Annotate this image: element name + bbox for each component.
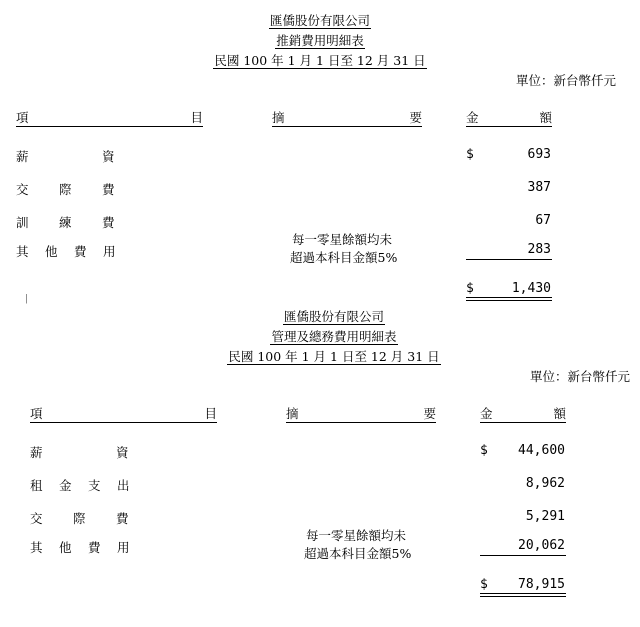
total-currency-symbol: $	[466, 281, 474, 296]
currency-symbol: $	[466, 147, 474, 162]
amount-entertainment: 5,291	[525, 509, 565, 524]
row-label-other: 其 他 費 用	[30, 540, 130, 555]
total-currency-symbol: $	[480, 577, 488, 592]
statement-period: 民國 100 年 1 月 1 日至 12 月 31 日	[228, 349, 440, 364]
subtotal-rule	[480, 555, 566, 556]
statement-title: 推銷費用明細表	[276, 33, 364, 48]
page-break-mark: |	[25, 294, 29, 304]
statement-admin-expenses	[14, 296, 640, 596]
row-label-rent: 租 金 支 出	[30, 478, 130, 493]
amount-salary: 44,600	[518, 443, 565, 458]
amount-other: 20,062	[518, 538, 565, 553]
company-name: 匯僑股份有限公司	[269, 13, 370, 28]
company-name: 匯僑股份有限公司	[283, 309, 384, 324]
amount-rent: 8,962	[525, 476, 565, 491]
row-label-salary: 薪 資	[30, 445, 129, 460]
row-label-other: 其 他 費 用	[16, 244, 116, 259]
header-description: 摘 要	[272, 110, 422, 125]
header-item: 項 目	[16, 110, 203, 125]
currency-symbol: $	[480, 443, 488, 458]
header-description: 摘 要	[286, 406, 436, 421]
row-label-entertainment: 交 際 費	[30, 511, 129, 526]
amount-other: 283	[527, 242, 551, 257]
statement-selling-expenses	[0, 0, 640, 300]
note-text: 每一零星餘額均未 超過本科目金額5%	[304, 528, 412, 561]
header-amount: 金 額	[466, 110, 552, 125]
total-double-rule	[480, 593, 566, 597]
statement-title: 管理及總務費用明細表	[271, 329, 397, 344]
statement-period: 民國 100 年 1 月 1 日至 12 月 31 日	[214, 53, 426, 68]
note-text: 每一零星餘額均未 超過本科目金額5%	[290, 232, 398, 265]
unit-label: 單位：新台幣仟元	[530, 369, 631, 384]
row-label-training: 訓 練 費	[16, 215, 115, 230]
amount-training: 67	[535, 213, 551, 228]
amount-salary: 693	[527, 147, 551, 162]
subtotal-rule	[466, 259, 552, 260]
total-amount: 1,430	[511, 281, 551, 296]
row-label-entertainment: 交 際 費	[16, 182, 115, 197]
amount-entertainment: 387	[527, 180, 551, 195]
header-amount: 金 額	[480, 406, 566, 421]
unit-label: 單位：新台幣仟元	[516, 73, 617, 88]
row-label-salary: 薪 資	[16, 149, 115, 164]
header-item: 項 目	[30, 406, 217, 421]
total-amount: 78,915	[518, 577, 565, 592]
